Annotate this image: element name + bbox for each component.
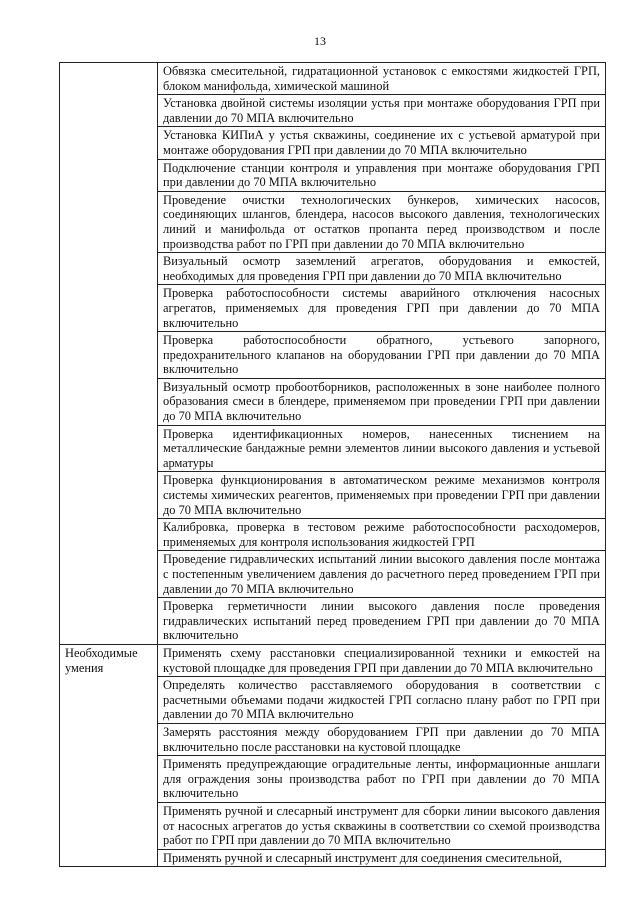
table-row <box>60 63 606 95</box>
requirement-item: Обвязка смесительной, гидратационной установок с емкостями жидкостей ГРП, блоком манифольда, химической машиной <box>158 63 606 95</box>
requirement-item: Применять ручной и слесарный инструмент для сборки линии высокого давления от насосных агрегатов до устья скважины в соответствии со схемой производства работ по ГРП при давлении до 70 МПА включительно <box>158 802 606 849</box>
requirement-item: Проверка работоспособности обратного, устьевого запорного, предохранительного клапанов на оборудовании ГРП при давлении до 70 МПА включительно <box>158 332 606 379</box>
requirement-item: Проверка функционирования в автоматическом режиме механизмов контроля системы химических реагентов, применяемых при проведении ГРП при давлении до 70 МПА включительно <box>158 472 606 519</box>
requirement-item: Применять схему расстановки специализированной техники и емкостей на кустовой площадке для проведения ГРП при давлении до 70 МПА включительно <box>158 644 606 676</box>
requirements-table <box>59 62 606 867</box>
requirement-item: Проверка идентификационных номеров, нанесенных тиснением на металлические бандажные ремни элементов линии высокого давления и устьевой арматуры <box>158 425 606 472</box>
requirement-item: Калибровка, проверка в тестовом режиме работоспособности расходомеров, применяемых для контроля использования жидкостей ГРП <box>158 519 606 551</box>
requirement-item: Проведение гидравлических испытаний линии высокого давления после монтажа с постепенным увеличением давления до расчетного перед проведением ГРП при давлении до 70 МПА включительно <box>158 551 606 598</box>
requirement-item: Подключение станции контроля и управления при монтаже оборудования ГРП при давлении до 70 МПА включительно <box>158 159 606 191</box>
requirement-item: Определять количество расставляемого оборудования в соответствии с расчетными объемами подачи жидкостей ГРП согласно плану работ по ГРП при давлении до 70 МПА включительно <box>158 677 606 724</box>
requirement-item: Замерять расстояния между оборудованием ГРП при давлении до 70 МПА включительно после расстановки на кустовой площадке <box>158 723 606 755</box>
requirement-item: Установка двойной системы изоляции устья при монтаже оборудования ГРП при давлении до 70 МПА включительно <box>158 95 606 127</box>
table-row <box>60 644 606 676</box>
section-label-cell <box>60 63 158 645</box>
requirement-item: Применять ручной и слесарный инструмент для соединения смесительной, <box>158 849 606 867</box>
requirement-item: Проверка герметичности линии высокого давления после проведения гидравлических испытаний перед проведением ГРП при давлении до 70 МПА включительно <box>158 598 606 645</box>
requirement-item: Установка КИПиА у устья скважины, соединение их с устьевой арматурой при монтаже оборудования ГРП при давлении до 70 МПА включительно <box>158 127 606 159</box>
requirement-item: Визуальный осмотр пробоотборников, расположенных в зоне наиболее полного образования смеси в блендере, применяемом при проведении ГРП при давлении до 70 МПА включительно <box>158 378 606 425</box>
requirement-item: Проведение очистки технологических бункеров, химических насосов, соединяющих шлангов, блендера, насосов высокого давления, технологических линий и манифольда от остатков пропанта перед производством и после производства работ по ГРП при давлении до 70 МПА включительно <box>158 191 606 252</box>
section-label-cell: Необходимые умения <box>60 644 158 866</box>
page-number: 13 <box>314 34 326 48</box>
requirement-item: Проверка работоспособности системы аварийного отключения насосных агрегатов, применяемых для проведения ГРП при давлении до 70 МПА включительно <box>158 285 606 332</box>
requirement-item: Визуальный осмотр заземлений агрегатов, оборудования и емкостей, необходимых для проведения ГРП при давлении до 70 МПА включительно <box>158 253 606 285</box>
requirement-item: Применять предупреждающие оградительные ленты, информационные аншлаги для ограждения зоны производства работ по ГРП при давлении до 70 МПА включительно <box>158 756 606 803</box>
